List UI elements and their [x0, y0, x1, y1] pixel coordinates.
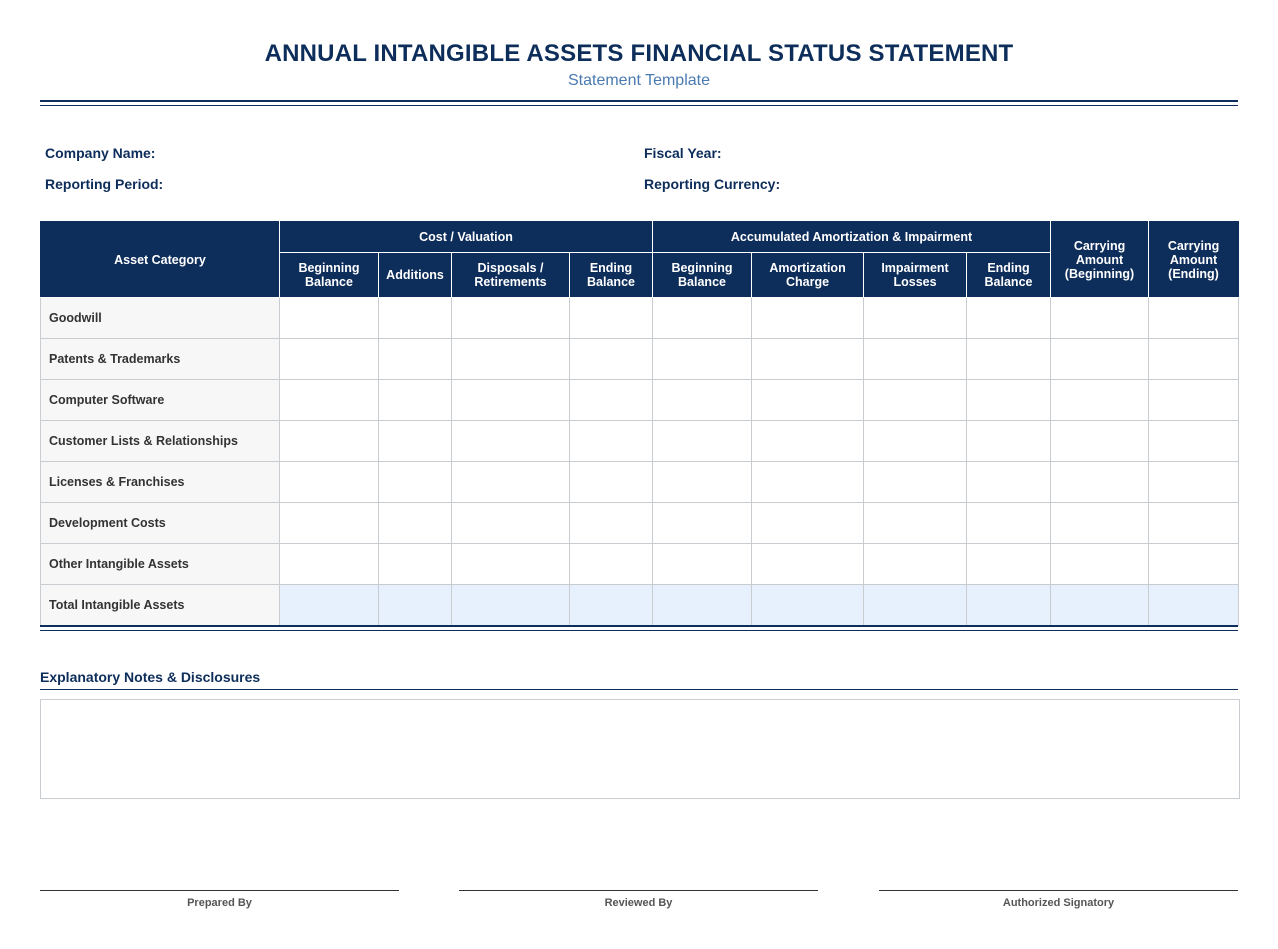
table-row: [41, 380, 1239, 421]
asset-category-header: Asset Category: [41, 222, 280, 298]
table-cell[interactable]: [280, 380, 379, 421]
amort-beginning-balance-header: Beginning Balance: [653, 253, 752, 298]
total-row: [41, 585, 1239, 626]
table-cell[interactable]: [570, 298, 653, 339]
row-label-licenses-franchises: Licenses & Franchises: [41, 462, 280, 503]
table-cell[interactable]: [752, 339, 864, 380]
table-cell[interactable]: [1051, 421, 1149, 462]
row-label-goodwill: Goodwill: [41, 298, 280, 339]
cost-ending-balance-header: Ending Balance: [570, 253, 653, 298]
table-cell[interactable]: [864, 339, 967, 380]
cost-additions-header: Additions: [379, 253, 452, 298]
accumulated-amortization-group-header: Accumulated Amortization & Impairment: [653, 222, 1051, 253]
total-cell[interactable]: [752, 585, 864, 626]
table-cell[interactable]: [653, 380, 752, 421]
signature-authorized-signatory: [879, 890, 1238, 909]
table-cell[interactable]: [967, 544, 1051, 585]
company-name-label: Company Name:: [45, 145, 156, 161]
signature-label: Prepared By: [187, 897, 252, 909]
total-cell[interactable]: [452, 585, 570, 626]
table-row: [41, 339, 1239, 380]
table-cell[interactable]: [864, 298, 967, 339]
total-cell[interactable]: [653, 585, 752, 626]
row-label-development-costs: Development Costs: [41, 503, 280, 544]
total-cell[interactable]: [570, 585, 653, 626]
table-cell[interactable]: [752, 298, 864, 339]
table-cell[interactable]: [653, 298, 752, 339]
table-cell[interactable]: [379, 298, 452, 339]
reporting-period-label: Reporting Period:: [45, 176, 164, 192]
signature-line[interactable]: [879, 890, 1238, 891]
table-cell[interactable]: [653, 339, 752, 380]
table-cell[interactable]: [379, 462, 452, 503]
amort-ending-balance-header: Ending Balance: [967, 253, 1051, 298]
table-cell[interactable]: [967, 380, 1051, 421]
page-subtitle: Statement Template: [567, 72, 710, 89]
company-info-section: [40, 140, 1238, 230]
carrying-amount-beginning-header: Carrying Amount (Beginning): [1051, 222, 1149, 298]
table-cell[interactable]: [1051, 380, 1149, 421]
table-cell[interactable]: [752, 421, 864, 462]
fiscal-year-label: Fiscal Year:: [644, 145, 722, 161]
table-cell[interactable]: [379, 503, 452, 544]
row-label-total: Total Intangible Assets: [41, 585, 280, 626]
cost-valuation-group-header: Cost / Valuation: [280, 222, 653, 253]
reporting-currency-label: Reporting Currency:: [644, 176, 781, 192]
table-cell[interactable]: [280, 421, 379, 462]
row-label-other-intangibles: Other Intangible Assets: [41, 544, 280, 585]
table-cell[interactable]: [1149, 462, 1239, 503]
table-cell[interactable]: [752, 544, 864, 585]
notes-textarea[interactable]: [40, 699, 1240, 799]
table-cell[interactable]: [570, 380, 653, 421]
table-cell[interactable]: [452, 298, 570, 339]
table-cell[interactable]: [752, 503, 864, 544]
table-cell[interactable]: [452, 339, 570, 380]
table-cell[interactable]: [864, 380, 967, 421]
table-cell[interactable]: [452, 462, 570, 503]
table-cell[interactable]: [967, 298, 1051, 339]
amort-impairment-header: Impairment Losses: [864, 253, 967, 298]
table-cell[interactable]: [280, 462, 379, 503]
table-cell[interactable]: [570, 339, 653, 380]
signature-label: Authorized Signatory: [1002, 897, 1115, 909]
table-cell[interactable]: [1051, 339, 1149, 380]
table-cell[interactable]: [653, 421, 752, 462]
notes-heading: Explanatory Notes & Disclosures: [40, 669, 1238, 690]
table-cell[interactable]: [452, 503, 570, 544]
page-title: ANNUAL INTANGIBLE ASSETS FINANCIAL STATUS STATEMENT: [264, 40, 1014, 67]
table-row: [41, 298, 1239, 339]
table-cell[interactable]: [570, 544, 653, 585]
table-cell[interactable]: [967, 421, 1051, 462]
statement-page: [40, 0, 1238, 909]
row-label-customer-lists: Customer Lists & Relationships: [41, 421, 280, 462]
table-row: [41, 503, 1239, 544]
table-cell[interactable]: [1051, 298, 1149, 339]
amort-charge-header: Amortization Charge: [752, 253, 864, 298]
table-cell[interactable]: [752, 462, 864, 503]
table-cell[interactable]: [1149, 503, 1239, 544]
total-cell[interactable]: [864, 585, 967, 626]
table-cell[interactable]: [1149, 380, 1239, 421]
table-cell[interactable]: [1149, 298, 1239, 339]
table-cell[interactable]: [280, 503, 379, 544]
table-cell[interactable]: [864, 462, 967, 503]
table-cell[interactable]: [379, 421, 452, 462]
table-cell[interactable]: [864, 421, 967, 462]
table-cell[interactable]: [864, 503, 967, 544]
table-row: [41, 462, 1239, 503]
table-cell[interactable]: [864, 544, 967, 585]
table-cell[interactable]: [1051, 544, 1149, 585]
table-cell[interactable]: [452, 380, 570, 421]
table-cell[interactable]: [280, 339, 379, 380]
table-cell[interactable]: [379, 544, 452, 585]
table-cell[interactable]: [1149, 421, 1239, 462]
total-cell[interactable]: [1149, 585, 1239, 626]
table-cell[interactable]: [1149, 339, 1239, 380]
row-label-patents-trademarks: Patents & Trademarks: [41, 339, 280, 380]
table-cell[interactable]: [570, 421, 653, 462]
table-cell[interactable]: [570, 503, 653, 544]
table-cell[interactable]: [967, 462, 1051, 503]
signature-line[interactable]: [40, 890, 399, 891]
total-cell[interactable]: [967, 585, 1051, 626]
table-bottom-divider: [40, 625, 1238, 631]
total-cell[interactable]: [379, 585, 452, 626]
cost-beginning-balance-header: Beginning Balance: [280, 253, 379, 298]
table-row: [41, 544, 1239, 585]
table-cell[interactable]: [1149, 544, 1239, 585]
table-cell[interactable]: [379, 339, 452, 380]
table-cell[interactable]: [452, 421, 570, 462]
total-cell[interactable]: [280, 585, 379, 626]
table-row: [41, 421, 1239, 462]
signature-line[interactable]: [459, 890, 818, 891]
table-cell[interactable]: [653, 503, 752, 544]
table-cell[interactable]: [752, 380, 864, 421]
table-cell[interactable]: [280, 298, 379, 339]
table-cell[interactable]: [1051, 503, 1149, 544]
table-cell[interactable]: [379, 380, 452, 421]
table-cell[interactable]: [967, 339, 1051, 380]
signature-reviewed-by: [459, 890, 818, 909]
row-label-computer-software: Computer Software: [41, 380, 280, 421]
table-cell[interactable]: [570, 462, 653, 503]
header-divider: [40, 100, 1238, 106]
cost-disposals-header: Disposals / Retirements: [452, 253, 570, 298]
table-cell[interactable]: [452, 544, 570, 585]
table-cell[interactable]: [653, 544, 752, 585]
signature-label: Reviewed By: [604, 897, 673, 909]
table-cell[interactable]: [653, 462, 752, 503]
signature-prepared-by: [40, 890, 399, 909]
table-cell[interactable]: [1051, 462, 1149, 503]
total-cell[interactable]: [1051, 585, 1149, 626]
intangible-assets-table: [40, 221, 1239, 626]
carrying-amount-ending-header: Carrying Amount (Ending): [1149, 222, 1239, 298]
table-cell[interactable]: [280, 544, 379, 585]
table-cell[interactable]: [967, 503, 1051, 544]
